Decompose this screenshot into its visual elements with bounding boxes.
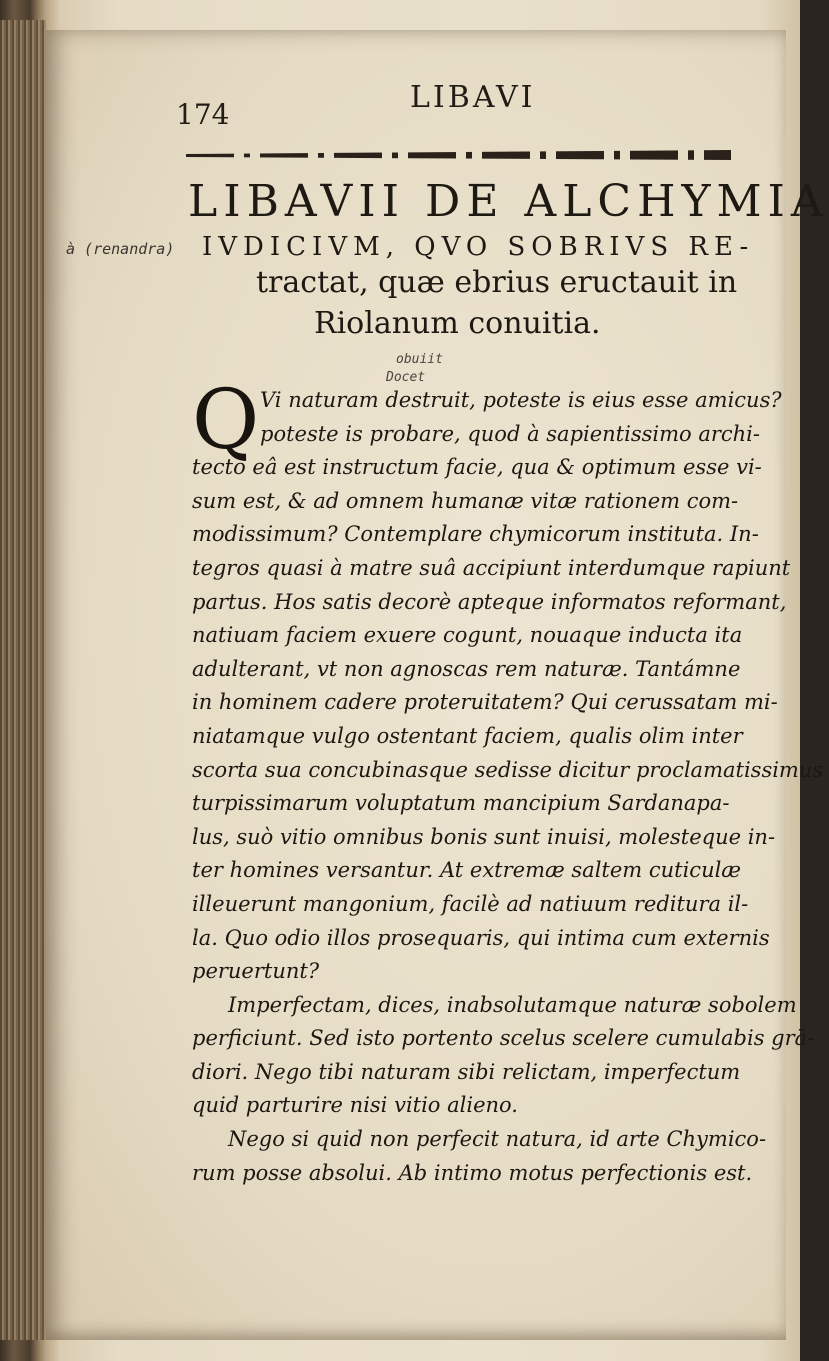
- text-line: lus, suò vitio omnibus bonis sunt inuisi, molesteque in-: [192, 824, 776, 849]
- page-number: 174: [176, 98, 230, 131]
- subtitle-line-3: Riolanum conuitia.: [314, 306, 601, 341]
- text-line: adulterant, vt non agnoscas rem naturæ. Tantámne: [192, 656, 741, 681]
- drop-cap: Q: [192, 373, 260, 468]
- text-line: Imperfectam, dices, inabsolutamque naturæ sobolem: [228, 992, 797, 1017]
- text-line: tegros quasi à matre suâ accipiunt interdumque rapiunt: [192, 555, 791, 580]
- text-line: perficiunt. Sed isto portento scelus scelere cumulabis grā-: [192, 1026, 815, 1051]
- text-line: ter homines versantur. At extremæ saltem cuticulæ: [192, 858, 742, 883]
- subtitle-line-1: IVDICIVM, QVO SOBRIVS RE-: [202, 232, 755, 262]
- interlinear-note: Docet: [386, 370, 426, 385]
- subtitle-line-2: tractat, quæ ebrius eructauit in: [256, 265, 738, 300]
- text-line: sum est, & ad omnem humanæ vitæ rationem com-: [192, 488, 739, 513]
- text-line: turpissimarum voluptatum mancipium Sardanapa-: [192, 791, 730, 816]
- interlinear-note: obuiit: [396, 352, 443, 367]
- body-text: [192, 384, 824, 1190]
- text-line: scorta sua concubinasque sedisse dicitur proclamatissimus: [192, 757, 824, 782]
- text-line: rum posse absolui. Ab intimo motus perfectionis est.: [192, 1160, 753, 1185]
- text-line: Vi naturam destruit, poteste is eius esse amicus?: [260, 388, 782, 412]
- text-line: natiuam faciem exuere cogunt, nouaque inducta ita: [192, 623, 743, 648]
- text-line: peruertunt?: [192, 959, 320, 984]
- text-line: poteste is probare, quod à sapientissimo archi-: [260, 421, 760, 446]
- text-line: in hominem cadere proteruitatem? Qui cerussatam mi-: [192, 690, 778, 715]
- text-line: diori. Nego tibi naturam sibi relictam, imperfectum: [192, 1059, 741, 1084]
- text-line: quid parturire nisi vitio alieno.: [192, 1093, 518, 1118]
- text-line: partus. Hos satis decorè apteque informatos reformant,: [192, 589, 787, 614]
- running-head: LIBAVI: [410, 80, 536, 115]
- text-line: illeuerunt mangonium, facilè ad natiuum reditura il-: [192, 891, 749, 916]
- page-edge-stack: [0, 20, 46, 1340]
- margin-handwritten-note: à (renandra): [66, 240, 175, 258]
- text-line: modissimum? Contemplare chymicorum instituta. In-: [192, 522, 759, 547]
- chapter-title: LIBAVII DE ALCHYMIA: [188, 176, 829, 227]
- text-line: Nego si quid non perfecit natura, id arte Chymico-: [228, 1127, 767, 1152]
- text-line: niatamque vulgo ostentant faciem, qualis olim inter: [192, 723, 743, 748]
- text-line: tecto eâ est instructum facie, qua & optimum esse vi-: [192, 455, 762, 480]
- text-line: la. Quo odio illos prosequaris, qui intima cum externis: [192, 925, 770, 950]
